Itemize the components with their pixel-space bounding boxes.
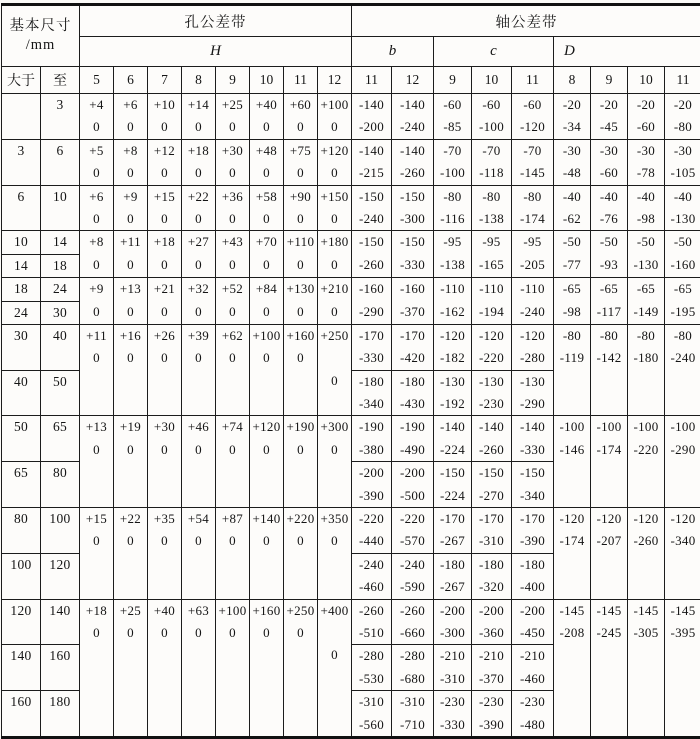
tolerance-value-cell: +36 0 (216, 185, 250, 231)
grade-col-header: 10 (472, 67, 512, 94)
grade-col-header: 11 (665, 67, 700, 94)
tolerance-value-cell: +14 0 (182, 94, 216, 140)
tolerance-value-cell: -20 -34 (554, 94, 591, 140)
tolerance-value-cell: +25 0 (216, 94, 250, 140)
shaft-zone-header: 轴公差带 (352, 5, 700, 37)
size-range-cell: 100 (2, 553, 41, 599)
tolerance-value-cell: -220 -440 (352, 508, 392, 554)
tolerance-value-cell: -130 -192 (434, 370, 472, 416)
tolerance-value-cell: +25 0 (114, 599, 148, 737)
tolerance-value-cell: -260 -660 (392, 599, 434, 645)
tolerance-value-cell: +400 0 (318, 599, 352, 737)
tolerance-value-cell: -40 -76 (591, 185, 628, 231)
tolerance-value-cell: -140 -215 (352, 139, 392, 185)
tolerance-value-cell: +130 0 (284, 278, 318, 325)
size-range-cell: 80 (2, 508, 41, 554)
tolerance-value-cell: +250 0 (284, 599, 318, 737)
size-range-cell: 14 (41, 231, 80, 254)
tolerance-value-cell: -120 -280 (512, 324, 554, 370)
grade-col-header: 11 (352, 67, 392, 94)
size-range-cell: 30 (41, 301, 80, 324)
table-header (2, 5, 700, 94)
group-header-h: H (80, 37, 352, 67)
tolerance-value-cell: -150 -240 (352, 185, 392, 231)
tolerance-value-cell: -20 -60 (628, 94, 665, 140)
tolerance-value-cell: +58 0 (250, 185, 284, 231)
grade-col-header: 7 (148, 67, 182, 94)
tolerance-value-cell: +110 0 (284, 231, 318, 278)
tolerance-value-cell: -30 -60 (591, 139, 628, 185)
tolerance-value-cell: -150 -260 (352, 231, 392, 278)
tolerance-value-cell: -310 -710 (392, 691, 434, 738)
tolerance-value-cell: -50 -93 (591, 231, 628, 278)
table-row (2, 324, 700, 370)
tolerance-value-cell: +30 0 (216, 139, 250, 185)
grade-col-header: 11 (512, 67, 554, 94)
tolerance-value-cell: -160 -370 (392, 278, 434, 325)
tolerance-value-cell: +46 0 (182, 416, 216, 508)
tolerance-value-cell: -120 -340 (665, 508, 700, 600)
tolerance-value-cell: +8 0 (80, 231, 114, 278)
tolerance-value-cell: -130 -230 (472, 370, 512, 416)
tolerance-value-cell: -190 -380 (352, 416, 392, 462)
tolerance-value-cell: +54 0 (182, 508, 216, 600)
tolerance-value-cell: -120 -260 (628, 508, 665, 600)
group-header-c: c (434, 37, 554, 67)
tolerance-value-cell: -65 -149 (628, 278, 665, 325)
size-range-cell: 40 (41, 324, 80, 370)
size-range-cell: 65 (2, 462, 41, 508)
tolerance-value-cell: -230 -330 (434, 691, 472, 738)
tolerance-value-cell: +39 0 (182, 324, 216, 416)
tolerance-value-cell: +16 0 (114, 324, 148, 416)
tolerance-value-cell: +160 0 (250, 599, 284, 737)
tolerance-value-cell: +63 0 (182, 599, 216, 737)
table-row (2, 94, 700, 140)
tolerance-value-cell: -200 -390 (352, 462, 392, 508)
tolerance-value-cell: -150 -340 (512, 462, 554, 508)
tolerance-value-cell: +30 0 (148, 416, 182, 508)
tolerance-value-cell: +87 0 (216, 508, 250, 600)
tolerance-value-cell: +120 0 (318, 139, 352, 185)
tolerance-value-cell: +300 0 (318, 416, 352, 508)
size-range-cell: 140 (2, 645, 41, 691)
tolerance-value-cell: +9 0 (114, 185, 148, 231)
tolerance-value-cell: +6 0 (114, 94, 148, 140)
size-range-cell: 24 (2, 301, 41, 324)
tolerance-value-cell: -130 -290 (512, 370, 554, 416)
tolerance-value-cell: +100 0 (318, 94, 352, 140)
tolerance-value-cell: -150 -330 (392, 231, 434, 278)
tolerance-value-cell: -200 -300 (434, 599, 472, 645)
grade-col-header: 11 (284, 67, 318, 94)
tolerance-value-cell: -170 -390 (512, 508, 554, 554)
tolerance-value-cell: +35 0 (148, 508, 182, 600)
table-row (2, 508, 700, 554)
tolerance-value-cell: +27 0 (182, 231, 216, 278)
tolerance-value-cell: +75 0 (284, 139, 318, 185)
size-range-cell: 30 (2, 324, 41, 370)
tolerance-value-cell: +40 0 (250, 94, 284, 140)
tolerance-value-cell: +62 0 (216, 324, 250, 416)
tolerance-value-cell: -65 -98 (554, 278, 591, 325)
tolerance-value-cell: -95 -205 (512, 231, 554, 278)
tolerance-value-cell: -120 -220 (472, 324, 512, 370)
tolerance-value-cell: +210 0 (318, 278, 352, 325)
tolerance-value-cell: -80 -142 (591, 324, 628, 416)
basic-size-unit: /mm (2, 36, 79, 55)
tolerance-value-cell: -200 -450 (512, 599, 554, 645)
col-header-over: 大于 (2, 67, 41, 94)
tolerance-value-cell: -170 -420 (392, 324, 434, 370)
tolerance-value-cell: -65 -117 (591, 278, 628, 325)
tolerance-value-cell: -210 -460 (512, 645, 554, 691)
tolerance-value-cell: -140 -260 (392, 139, 434, 185)
group-header-d: D (554, 37, 700, 67)
tolerance-value-cell: -180 -267 (434, 553, 472, 599)
size-range-cell: 120 (41, 553, 80, 599)
table-row (2, 278, 700, 301)
tolerance-value-cell: +11 0 (114, 231, 148, 278)
tolerance-value-cell: -150 -224 (434, 462, 472, 508)
table-row (2, 231, 700, 254)
tolerance-value-cell: -180 -400 (512, 553, 554, 599)
grade-col-header: 8 (554, 67, 591, 94)
size-range-cell: 100 (41, 508, 80, 554)
tolerance-value-cell: -40 -62 (554, 185, 591, 231)
header-row-zones (2, 5, 700, 37)
tolerance-value-cell: -120 -207 (591, 508, 628, 600)
tolerance-value-cell: -60 -100 (472, 94, 512, 140)
tolerance-value-cell: -145 -245 (591, 599, 628, 737)
size-range-cell: 40 (2, 370, 41, 416)
size-range-cell: 18 (2, 278, 41, 301)
size-range-cell: 3 (41, 94, 80, 140)
tolerance-value-cell: -30 -48 (554, 139, 591, 185)
tolerance-value-cell: -240 -590 (392, 553, 434, 599)
header-row-grades (2, 67, 700, 94)
tolerance-value-cell: -210 -370 (472, 645, 512, 691)
tolerance-value-cell: +140 0 (250, 508, 284, 600)
tolerance-value-cell: -200 -500 (392, 462, 434, 508)
size-range-cell: 6 (41, 139, 80, 185)
tolerance-value-cell: +190 0 (284, 416, 318, 508)
grade-col-header: 12 (318, 67, 352, 94)
tolerance-value-cell: +12 0 (148, 139, 182, 185)
tolerance-value-cell: -80 -174 (512, 185, 554, 231)
tolerance-value-cell: -200 -360 (472, 599, 512, 645)
tolerance-value-cell: -145 -395 (665, 599, 700, 737)
tolerance-value-cell: -30 -105 (665, 139, 700, 185)
tolerance-value-cell: +9 0 (80, 278, 114, 325)
hole-zone-header: 孔公差带 (80, 5, 352, 37)
grade-col-header: 9 (216, 67, 250, 94)
group-header-b: b (352, 37, 434, 67)
grade-col-header: 8 (182, 67, 216, 94)
tolerance-value-cell: -80 -240 (665, 324, 700, 416)
tolerance-value-cell: +250 0 (318, 324, 352, 416)
size-range-cell (2, 94, 41, 140)
tolerance-value-cell: -70 -100 (434, 139, 472, 185)
tolerance-value-cell: -150 -300 (392, 185, 434, 231)
tolerance-value-cell: -50 -160 (665, 231, 700, 278)
tolerance-value-cell: +220 0 (284, 508, 318, 600)
tolerance-value-cell: +60 0 (284, 94, 318, 140)
table-row (2, 185, 700, 231)
tolerance-value-cell: +13 0 (114, 278, 148, 325)
size-range-cell: 10 (41, 185, 80, 231)
tolerance-value-cell: +18 0 (148, 231, 182, 278)
tolerance-value-cell: -120 -174 (554, 508, 591, 600)
tolerance-value-cell: +120 0 (250, 416, 284, 508)
tolerance-value-cell: +21 0 (148, 278, 182, 325)
tolerance-value-cell: -110 -162 (434, 278, 472, 325)
tolerance-value-cell: -170 -267 (434, 508, 472, 554)
tolerance-value-cell: +43 0 (216, 231, 250, 278)
size-range-cell: 6 (2, 185, 41, 231)
tolerance-value-cell: -145 -208 (554, 599, 591, 737)
tolerance-value-cell: +160 0 (284, 324, 318, 416)
tolerance-value-cell: -40 -98 (628, 185, 665, 231)
basic-size-header (2, 5, 80, 67)
tolerance-value-cell: -280 -530 (352, 645, 392, 691)
tolerance-value-cell: +70 0 (250, 231, 284, 278)
tolerance-value-cell: -210 -310 (434, 645, 472, 691)
basic-size-title: 基本尺寸 (2, 17, 79, 36)
tolerance-value-cell: -100 -290 (665, 416, 700, 508)
tolerance-value-cell: -80 -180 (628, 324, 665, 416)
tolerance-value-cell: -280 -680 (392, 645, 434, 691)
tolerance-value-cell: -60 -85 (434, 94, 472, 140)
tolerance-value-cell: -310 -560 (352, 691, 392, 738)
tolerance-value-cell: -40 -130 (665, 185, 700, 231)
tolerance-value-cell: +13 0 (80, 416, 114, 508)
tolerance-value-cell: +100 0 (216, 599, 250, 737)
tolerance-value-cell: -180 -340 (352, 370, 392, 416)
tolerance-value-cell: -60 -120 (512, 94, 554, 140)
tolerance-value-cell: +26 0 (148, 324, 182, 416)
size-range-cell: 80 (41, 462, 80, 508)
size-range-cell: 140 (41, 599, 80, 645)
tolerance-value-cell: +32 0 (182, 278, 216, 325)
table-body (2, 94, 700, 738)
tolerance-value-cell: -95 -165 (472, 231, 512, 278)
table-row (2, 599, 700, 645)
tolerance-value-cell: +15 0 (148, 185, 182, 231)
tolerance-value-cell: -220 -570 (392, 508, 434, 554)
tolerance-value-cell: +11 0 (80, 324, 114, 416)
tolerance-value-cell: +6 0 (80, 185, 114, 231)
size-range-cell: 3 (2, 139, 41, 185)
tolerance-value-cell: -145 -305 (628, 599, 665, 737)
tolerance-value-cell: +40 0 (148, 599, 182, 737)
size-range-cell: 180 (41, 691, 80, 738)
tolerance-value-cell: -230 -480 (512, 691, 554, 738)
tolerance-value-cell: -50 -77 (554, 231, 591, 278)
tolerance-value-cell: -110 -194 (472, 278, 512, 325)
grade-col-header: 10 (628, 67, 665, 94)
tolerance-value-cell: +22 0 (114, 508, 148, 600)
size-range-cell: 120 (2, 599, 41, 645)
tolerance-value-cell: -120 -182 (434, 324, 472, 370)
tolerance-value-cell: +48 0 (250, 139, 284, 185)
tolerance-value-cell: -140 -240 (392, 94, 434, 140)
tolerance-value-cell: -170 -310 (472, 508, 512, 554)
tolerance-value-cell: -110 -240 (512, 278, 554, 325)
size-range-cell: 24 (41, 278, 80, 301)
header-row-groups (2, 37, 700, 67)
tolerance-table (1, 3, 700, 739)
tolerance-value-cell: +10 0 (148, 94, 182, 140)
size-range-cell: 160 (41, 645, 80, 691)
table-row (2, 139, 700, 185)
tolerance-value-cell: -190 -490 (392, 416, 434, 462)
grade-col-header: 10 (250, 67, 284, 94)
tolerance-value-cell: +19 0 (114, 416, 148, 508)
grade-col-header: 9 (434, 67, 472, 94)
tolerance-value-cell: +84 0 (250, 278, 284, 325)
tolerance-value-cell: +180 0 (318, 231, 352, 278)
tolerance-value-cell: -70 -145 (512, 139, 554, 185)
tolerance-value-cell: -70 -118 (472, 139, 512, 185)
size-range-cell: 18 (41, 254, 80, 277)
size-range-cell: 65 (41, 416, 80, 462)
tolerance-value-cell: -80 -138 (472, 185, 512, 231)
tolerance-value-cell: -260 -510 (352, 599, 392, 645)
tolerance-value-cell: -170 -330 (352, 324, 392, 370)
grade-col-header: 12 (392, 67, 434, 94)
tolerance-value-cell: -140 -200 (352, 94, 392, 140)
grade-col-header: 5 (80, 67, 114, 94)
tolerance-value-cell: -160 -290 (352, 278, 392, 325)
tolerance-value-cell: +350 0 (318, 508, 352, 600)
size-range-cell: 160 (2, 691, 41, 738)
tolerance-value-cell: +52 0 (216, 278, 250, 325)
tolerance-value-cell: -65 -195 (665, 278, 700, 325)
table-row (2, 416, 700, 462)
grade-col-header: 9 (591, 67, 628, 94)
tolerance-value-cell: -230 -390 (472, 691, 512, 738)
tolerance-value-cell: -140 -330 (512, 416, 554, 462)
tolerance-value-cell: +150 0 (318, 185, 352, 231)
size-range-cell: 10 (2, 231, 41, 254)
tolerance-value-cell: +18 0 (182, 139, 216, 185)
tolerance-value-cell: -20 -80 (665, 94, 700, 140)
tolerance-value-cell: -30 -78 (628, 139, 665, 185)
tolerance-value-cell: +4 0 (80, 94, 114, 140)
tolerance-value-cell: +74 0 (216, 416, 250, 508)
tolerance-value-cell: -100 -174 (591, 416, 628, 508)
size-range-cell: 14 (2, 254, 41, 277)
tolerance-value-cell: +18 0 (80, 599, 114, 737)
size-range-cell: 50 (41, 370, 80, 416)
tolerance-value-cell: -80 -116 (434, 185, 472, 231)
tolerance-value-cell: -140 -224 (434, 416, 472, 462)
tolerance-value-cell: +8 0 (114, 139, 148, 185)
tolerance-value-cell: +15 0 (80, 508, 114, 600)
col-header-upto: 至 (41, 67, 80, 94)
size-range-cell: 50 (2, 416, 41, 462)
tolerance-value-cell: -80 -119 (554, 324, 591, 416)
grade-col-header: 6 (114, 67, 148, 94)
tolerance-value-cell: -50 -130 (628, 231, 665, 278)
tolerance-value-cell: -150 -270 (472, 462, 512, 508)
tolerance-value-cell: +90 0 (284, 185, 318, 231)
tolerance-value-cell: -20 -45 (591, 94, 628, 140)
tolerance-value-cell: +22 0 (182, 185, 216, 231)
tolerance-value-cell: -240 -460 (352, 553, 392, 599)
tolerance-value-cell: +100 0 (250, 324, 284, 416)
tolerance-value-cell: -100 -220 (628, 416, 665, 508)
tolerance-value-cell: -180 -430 (392, 370, 434, 416)
tolerance-value-cell: +5 0 (80, 139, 114, 185)
tolerance-value-cell: -95 -138 (434, 231, 472, 278)
tolerance-value-cell: -100 -146 (554, 416, 591, 508)
tolerance-value-cell: -140 -260 (472, 416, 512, 462)
tolerance-value-cell: -180 -320 (472, 553, 512, 599)
